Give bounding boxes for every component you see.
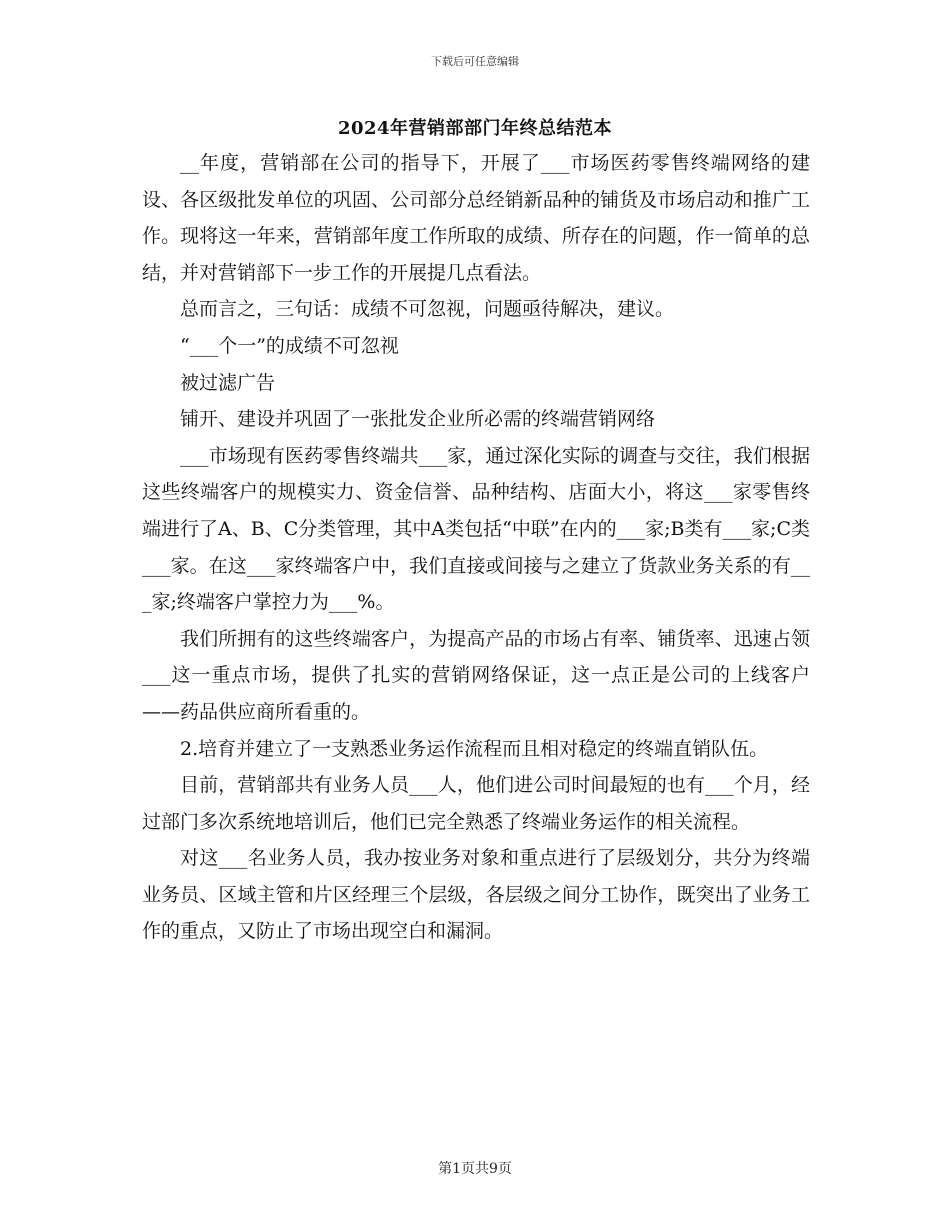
paragraph-heading-team: 2.培育并建立了一支熟悉业务运作流程而且相对稳定的终端直销队伍。 xyxy=(180,737,769,760)
page-header-note: 下载后可任意编辑 xyxy=(431,55,519,68)
paragraph-team-status: 目前，营销部共有业务人员___人，他们进公司时间最短的也有___个月，经过部门多次系统地培训后，他们已完全熟悉了终端业务运作的相关流程。 xyxy=(142,774,810,833)
paragraph-summary: 总而言之，三句话：成绩不可忽视，问题亟待解决，建议。 xyxy=(180,298,675,321)
document-body xyxy=(142,145,810,950)
page-number: 第1页共9页 xyxy=(438,1161,512,1177)
document-title: 2024年营销部部门年终总结范本 xyxy=(337,118,613,139)
paragraph-terminal-stats: ___市场现有医药零售终端共___家，通过深化实际的调查与交往，我们根据这些终端客户的规模实力、资金信誉、品种结构、店面大小，将这___家零售终端进行了A、B、C分类管理，其中A类包括“中联”在内的___家;B类有___家;C类___家。在这___家终端客户中，我们直接或间接与之建立了货款业务关系的有___家;终端客户掌控力为___%。 xyxy=(142,444,810,614)
paragraph-filtered-ad: 被过滤广告 xyxy=(180,371,276,394)
paragraph-team-structure: 对这___名业务人员，我办按业务对象和重点进行了层级划分，共分为终端业务员、区域主管和片区经理三个层级，各层级之间分工协作，既突出了业务工作的重点，又防止了市场出现空白和漏洞。 xyxy=(142,847,810,943)
paragraph-network-value: 我们所拥有的这些终端客户，为提高产品的市场占有率、铺货率、迅速占领___这一重点市场，提供了扎实的营销网络保证，这一点正是公司的上线客户——药品供应商所看重的。 xyxy=(142,627,810,723)
paragraph-heading-achievements: “___个一”的成绩不可忽视 xyxy=(180,334,399,357)
paragraph-intro: __年度，营销部在公司的指导下，开展了___市场医药零售终端网络的建设、各区级批发单位的巩固、公司部分总经销新品种的铺货及市场启动和推广工作。现将这一年来，营销部年度工作所取的成绩、所存在的问题，作一简单的总结，并对营销部下一步工作的开展提几点看法。 xyxy=(142,152,810,284)
paragraph-heading-network: 铺开、建设并巩固了一张批发企业所必需的终端营销网络 xyxy=(180,408,656,431)
